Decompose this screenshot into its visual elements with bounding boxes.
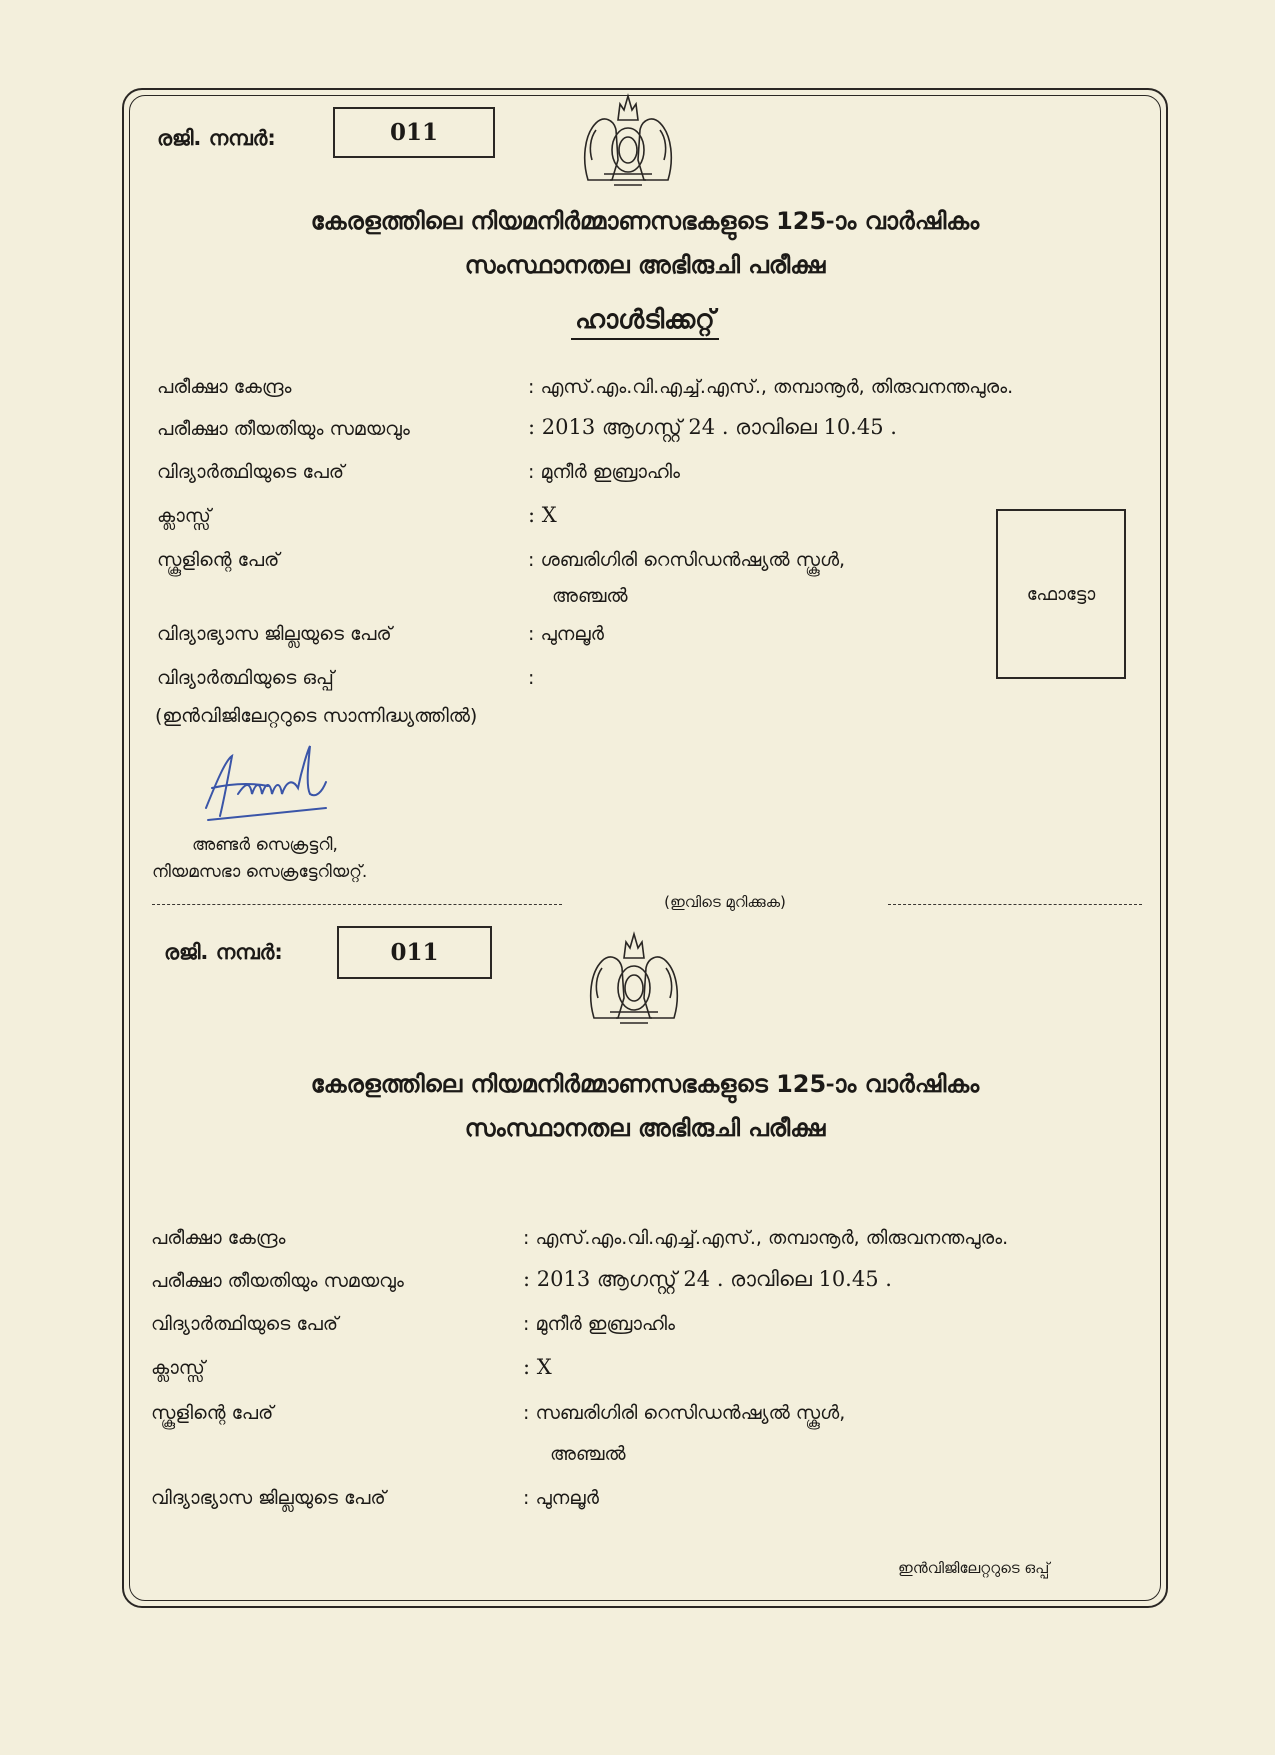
class-label: ക്ലാസ്സ് bbox=[157, 505, 211, 527]
cut-here-label: (ഇവിടെ മുറിക്കുക) bbox=[664, 893, 786, 911]
hall-ticket-title bbox=[129, 305, 1161, 336]
school-name-value-line2: അഞ്ചൽ bbox=[552, 585, 628, 607]
photo-box bbox=[996, 509, 1126, 679]
reg-number-label-lower: രജി. നമ്പർ: bbox=[164, 940, 283, 964]
edu-district-label: വിദ്യാഭ്യാസ ജില്ലയുടെ പേര് bbox=[157, 623, 392, 645]
student-name-label: വിദ്യാർത്ഥിയുടെ പേര് bbox=[157, 461, 345, 483]
reg-number-box: 011 bbox=[333, 107, 495, 158]
exam-centre-label-lower: പരീക്ഷാ കേന്ദ്രം bbox=[151, 1227, 286, 1249]
invigilator-signature-label: ഇൻവിജിലേറ്ററുടെ ഒപ്പ് bbox=[898, 1559, 1050, 1577]
kerala-emblem-lower-icon bbox=[580, 928, 688, 1028]
school-name-label: സ്കൂളിന്റെ പേര് bbox=[157, 549, 280, 571]
title-line-1-lower: കേരളത്തിലെ നിയമനിർമ്മാണസഭകളുടെ 125-ാം വാർഷികം bbox=[310, 1070, 980, 1098]
school-name-value-lower: : സബരിഗിരി റെസിഡൻഷ്യൽ സ്കൂൾ, bbox=[523, 1402, 846, 1424]
student-name-value-lower: : മുനീർ ഇബ്രാഹിം bbox=[523, 1313, 675, 1335]
exam-centre-label: പരീക്ഷാ കേന്ദ്രം bbox=[157, 376, 292, 398]
school-name-value-line2-lower: അഞ്ചൽ bbox=[550, 1443, 626, 1465]
reg-number-label: രജി. നമ്പർ: bbox=[157, 126, 276, 150]
officer-signature-icon bbox=[198, 738, 346, 828]
student-signature-value: : bbox=[528, 667, 535, 689]
exam-datetime-label: പരീക്ഷാ തീയതിയും സമയവും bbox=[157, 418, 410, 440]
exam-datetime-label-lower: പരീക്ഷാ തീയതിയും സമയവും bbox=[151, 1270, 404, 1292]
title-line-2: സംസ്ഥാനതല അഭിരുചി പരീക്ഷ bbox=[464, 251, 826, 279]
class-value: : X bbox=[528, 503, 557, 527]
student-name-value: : മുനീർ ഇബ്രാഹിം bbox=[528, 461, 680, 483]
photo-label: ഫോട്ടോ bbox=[1026, 583, 1096, 605]
exam-centre-value: : എസ്.എം.വി.എച്ച്.എസ്., തമ്പാനൂർ, തിരുവനന്തപുരം. bbox=[528, 376, 1014, 398]
hall-ticket-title-text: ഹാൾടിക്കറ്റ് bbox=[571, 305, 719, 340]
edu-district-value-lower: : പുനലൂർ bbox=[523, 1487, 599, 1509]
exam-datetime-value-lower: : 2013 ആഗസ്റ്റ് 24 . രാവിലെ 10.45 . bbox=[523, 1267, 892, 1291]
school-name-value: : ശബരിഗിരി റെസിഡൻഷ്യൽ സ്കൂൾ, bbox=[528, 549, 846, 571]
signature-note: (ഇൻവിജിലേറ്ററുടെ സാന്നിദ്ധ്യത്തിൽ) bbox=[155, 705, 478, 727]
under-secretary-title: അണ്ടർ സെക്രട്ടറി, bbox=[192, 835, 338, 855]
edu-district-value: : പുനലൂർ bbox=[528, 623, 604, 645]
student-name-label-lower: വിദ്യാർത്ഥിയുടെ പേര് bbox=[151, 1313, 339, 1335]
reg-number-box-lower: 011 bbox=[337, 926, 492, 979]
school-name-label-lower: സ്കൂളിന്റെ പേര് bbox=[151, 1402, 274, 1424]
title-line-2-lower: സംസ്ഥാനതല അഭിരുചി പരീക്ഷ bbox=[464, 1114, 826, 1142]
edu-district-label-lower: വിദ്യാഭ്യാസ ജില്ലയുടെ പേര് bbox=[151, 1487, 386, 1509]
class-label-lower: ക്ലാസ്സ് bbox=[151, 1357, 205, 1379]
kerala-emblem-icon bbox=[574, 90, 682, 190]
exam-datetime-value: : 2013 ആഗസ്റ്റ് 24 . രാവിലെ 10.45 . bbox=[528, 415, 897, 439]
cut-line bbox=[152, 893, 1142, 917]
title-line-1: കേരളത്തിലെ നിയമനിർമ്മാണസഭകളുടെ 125-ാം വാർഷികം bbox=[310, 207, 980, 235]
class-value-lower: : X bbox=[523, 1355, 552, 1379]
cut-dash-left bbox=[152, 904, 562, 905]
student-signature-label: വിദ്യാർത്ഥിയുടെ ഒപ്പ് bbox=[157, 667, 334, 689]
cut-dash-right bbox=[888, 904, 1142, 905]
assembly-secretariat: നിയമസഭാ സെക്രട്ടേറിയറ്റ്. bbox=[152, 862, 368, 882]
exam-centre-value-lower: : എസ്.എം.വി.എച്ച്.എസ്., തമ്പാനൂർ, തിരുവനന്തപുരം. bbox=[523, 1227, 1009, 1249]
